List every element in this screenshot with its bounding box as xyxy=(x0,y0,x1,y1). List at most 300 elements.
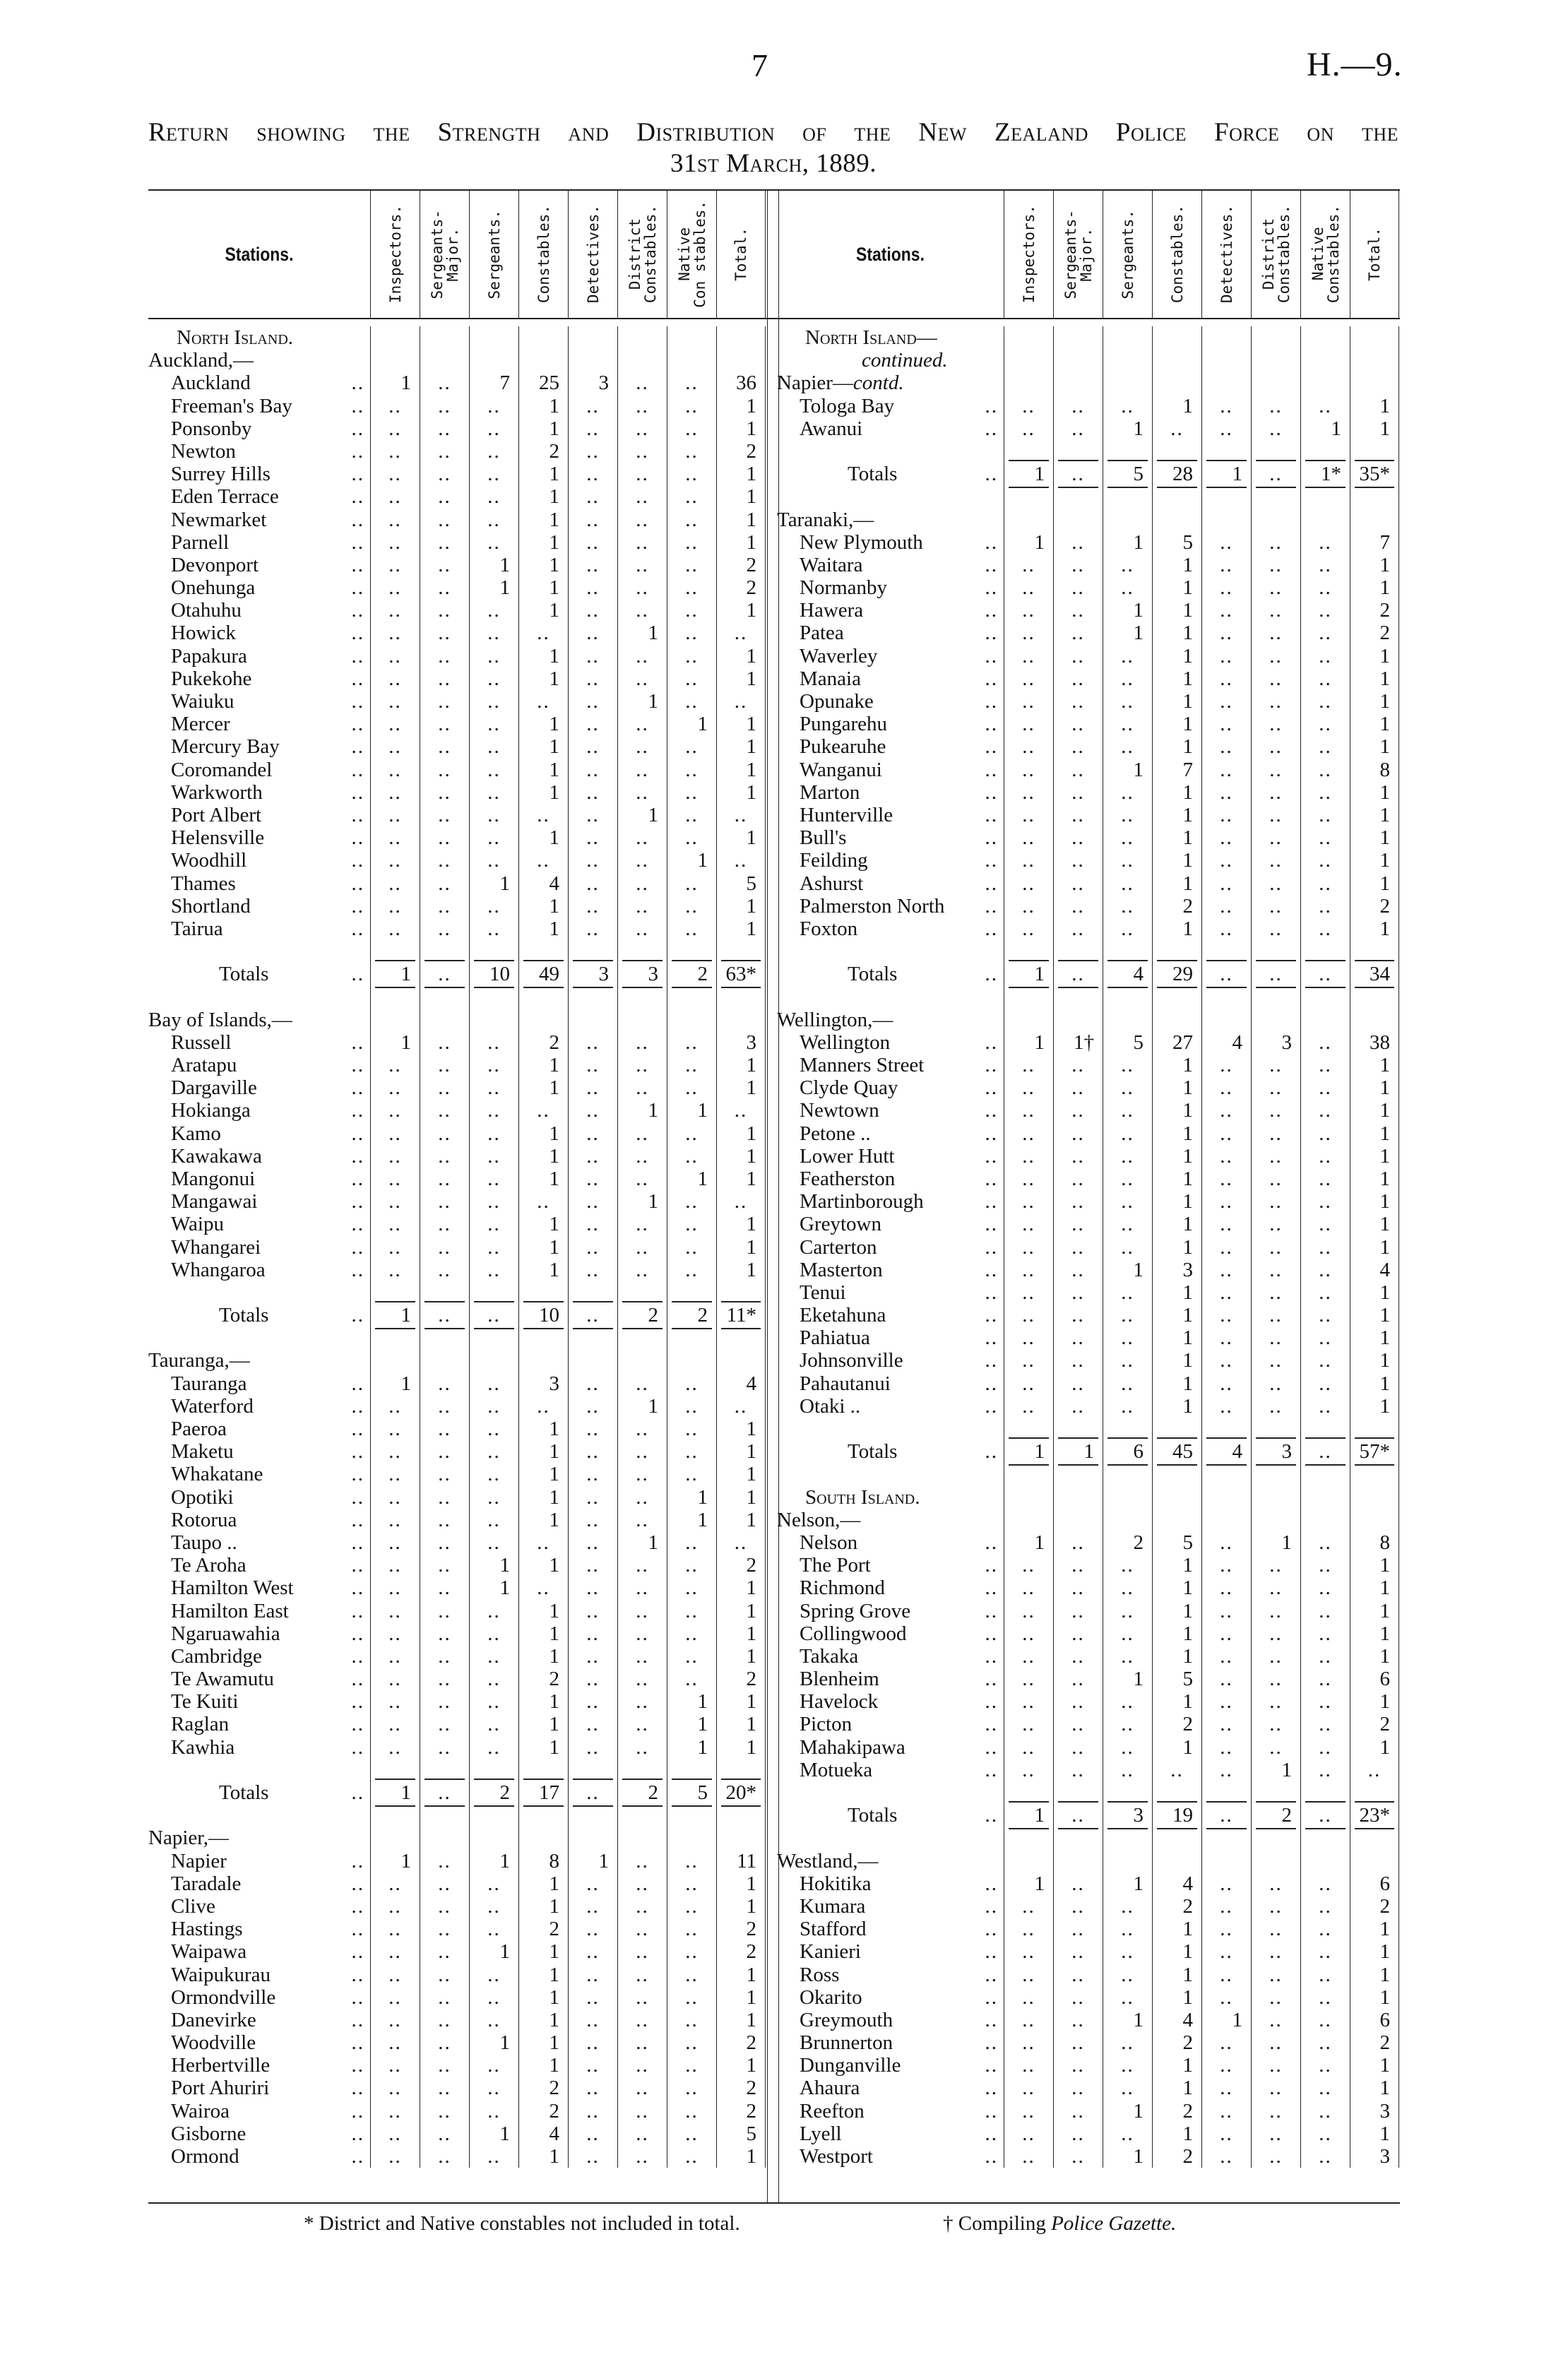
value-cell: .. xyxy=(420,1918,469,1940)
value-cell: 1 xyxy=(1152,1326,1201,1349)
leader-dots: .. xyxy=(351,1554,364,1577)
value-cell: 1 xyxy=(518,485,568,508)
station-row xyxy=(777,1713,1399,1735)
leader-dots: .. xyxy=(985,1894,998,1918)
leader-dots: .. xyxy=(351,644,364,667)
leader-dots: .. xyxy=(351,1918,364,1941)
column-header-label: Native Con stables. xyxy=(675,201,708,308)
value-cell xyxy=(716,940,766,963)
value-cell: 2 xyxy=(1152,2145,1201,2168)
value-cell: .. xyxy=(1300,713,1350,735)
value-cell xyxy=(1152,1009,1201,1031)
value-cell: .. xyxy=(1103,735,1152,758)
value-cell: .. xyxy=(1201,1076,1251,1099)
station-cell xyxy=(148,2100,370,2122)
value-cell: .. xyxy=(617,531,667,554)
value-cell: .. xyxy=(1251,849,1300,872)
value-cell: .. xyxy=(469,918,518,940)
value-cell: 1 xyxy=(1004,1872,1053,1895)
value-cell: .. xyxy=(469,804,518,826)
leader-dots: .. xyxy=(351,1577,364,1600)
value-cell xyxy=(1053,326,1103,349)
value-cell: .. xyxy=(568,1076,617,1099)
value-cell: .. xyxy=(1053,826,1103,849)
value-cell: .. xyxy=(1053,2054,1103,2077)
value-cell xyxy=(1152,940,1201,963)
leader-dots: .. xyxy=(985,1690,998,1714)
station-name: Otaki .. xyxy=(800,1394,861,1418)
station-name: Kawakawa xyxy=(171,1144,262,1168)
station-cell xyxy=(148,1395,370,1418)
value-cell: .. xyxy=(1300,826,1350,849)
station-row xyxy=(148,1440,766,1463)
value-cell: .. xyxy=(420,1690,469,1713)
station-cell xyxy=(777,849,1004,872)
station-row xyxy=(777,804,1399,826)
value-cell: .. xyxy=(617,509,667,531)
station-cell xyxy=(777,1099,1004,1122)
value-cell: .. xyxy=(1103,1372,1152,1395)
value-cell: 1 xyxy=(617,1099,667,1122)
value-cell: .. xyxy=(420,1418,469,1440)
footnote-dagger-text: † Compiling xyxy=(943,2212,1052,2235)
value-cell: .. xyxy=(1300,1281,1350,1304)
station-row xyxy=(777,622,1399,644)
value-cell: 1 xyxy=(1350,2054,1399,2077)
value-cell: .. xyxy=(1004,1668,1053,1690)
value-cell: .. xyxy=(420,1600,469,1622)
leader-dots: .. xyxy=(985,1554,998,1577)
value-cell: 6 xyxy=(1350,2009,1399,2031)
station-row xyxy=(777,1918,1399,1940)
value-cell: .. xyxy=(469,2009,518,2031)
value-cell: .. xyxy=(617,2122,667,2145)
value-cell: .. xyxy=(1004,759,1053,781)
value-cell: .. xyxy=(1053,1622,1103,1645)
value-cell xyxy=(469,326,518,349)
value-cell: 1 xyxy=(1152,1940,1201,1963)
value-cell: .. xyxy=(568,1531,617,1554)
value-cell: .. xyxy=(1251,2122,1300,2145)
value-cell: .. xyxy=(370,1054,420,1076)
value-cell xyxy=(1300,372,1350,394)
value-cell: .. xyxy=(1300,1577,1350,1599)
value-cell: .. xyxy=(1201,1964,1251,1986)
value-cell: .. xyxy=(370,1622,420,1645)
value-cell: .. xyxy=(617,2031,667,2054)
leader-dots: .. xyxy=(985,1668,998,1691)
value-cell: .. xyxy=(667,1918,716,1940)
value-cell: .. xyxy=(667,1122,716,1145)
value-cell: .. xyxy=(1251,463,1300,485)
value-cell xyxy=(617,1281,667,1304)
station-row xyxy=(777,2054,1399,2077)
value-cell: .. xyxy=(469,735,518,758)
value-cell: .. xyxy=(667,1895,716,1918)
value-cell xyxy=(1004,1850,1053,1872)
leader-dots: .. xyxy=(985,1258,998,1281)
column-header xyxy=(420,191,469,318)
station-name: Thames xyxy=(171,872,236,895)
value-cell: 1 xyxy=(1103,531,1152,554)
station-name: Clive xyxy=(171,1894,215,1918)
value-cell xyxy=(1350,485,1399,508)
leader-dots: .. xyxy=(985,1122,998,1145)
value-cell: .. xyxy=(617,554,667,576)
station-name: Hokitika xyxy=(800,1872,872,1895)
value-cell xyxy=(420,1326,469,1349)
value-cell: .. xyxy=(1251,1054,1300,1076)
value-cell: 1 xyxy=(716,1418,766,1440)
value-cell: .. xyxy=(1201,804,1251,826)
column-header-label: Sergeants. xyxy=(485,209,503,299)
value-cell: .. xyxy=(667,2077,716,2099)
station-cell xyxy=(777,554,1004,576)
leader-dots: .. xyxy=(351,1213,364,1236)
value-cell: .. xyxy=(667,2009,716,2031)
value-cell: .. xyxy=(1103,781,1152,804)
station-row xyxy=(148,1076,766,1099)
heading-row xyxy=(777,1486,1399,1509)
value-cell: .. xyxy=(1053,463,1103,485)
value-cell: 10 xyxy=(469,963,518,985)
station-cell xyxy=(148,1326,370,1349)
value-cell: .. xyxy=(568,1986,617,2009)
value-cell: 1 xyxy=(1152,1168,1201,1190)
value-cell: 4 xyxy=(1350,1259,1399,1281)
value-cell xyxy=(1350,440,1399,463)
value-cell: 1 xyxy=(1103,759,1152,781)
value-cell: 1 xyxy=(716,1054,766,1076)
value-cell xyxy=(420,985,469,1008)
district-heading xyxy=(148,1009,292,1031)
value-cell: .. xyxy=(1300,1804,1350,1827)
value-cell: .. xyxy=(1251,599,1300,622)
value-cell xyxy=(1350,509,1399,531)
value-cell: .. xyxy=(1300,531,1350,554)
value-cell: .. xyxy=(617,759,667,781)
value-cell: .. xyxy=(568,759,617,781)
value-cell xyxy=(568,326,617,349)
station-cell xyxy=(148,759,370,781)
value-cell: .. xyxy=(1103,2031,1152,2054)
station-name: Papakura xyxy=(171,644,247,667)
leader-dots: .. xyxy=(985,1167,998,1190)
value-cell: .. xyxy=(568,1190,617,1213)
value-cell: .. xyxy=(1103,2077,1152,2099)
value-cell xyxy=(568,349,617,372)
station-row xyxy=(148,1895,766,1918)
value-cell: 1 xyxy=(716,1145,766,1168)
value-cell: 1 xyxy=(1152,849,1201,872)
value-cell: .. xyxy=(1103,713,1152,735)
value-cell: .. xyxy=(1053,1690,1103,1713)
station-cell xyxy=(148,1145,370,1168)
value-cell: 29 xyxy=(1152,963,1201,985)
value-cell: .. xyxy=(1300,1122,1350,1145)
value-cell: .. xyxy=(1251,804,1300,826)
value-cell xyxy=(1251,1418,1300,1440)
value-cell: .. xyxy=(1201,599,1251,622)
station-name: Te Kuiti xyxy=(171,1690,239,1714)
value-cell: .. xyxy=(420,645,469,667)
value-cell: .. xyxy=(370,1964,420,1986)
value-cell xyxy=(1103,440,1152,463)
value-cell: 2 xyxy=(667,963,716,985)
station-name: Waverley xyxy=(800,644,878,667)
leader-dots: .. xyxy=(351,849,364,872)
station-name: Russell xyxy=(171,1031,232,1054)
station-name: Onehunga xyxy=(171,576,256,600)
value-cell: .. xyxy=(1053,1872,1103,1895)
value-cell xyxy=(1103,1509,1152,1531)
value-cell: 2 xyxy=(716,1668,766,1690)
totals-label: Totals xyxy=(219,1781,269,1804)
value-cell: .. xyxy=(617,2009,667,2031)
value-cell: .. xyxy=(420,1122,469,1145)
value-cell: .. xyxy=(667,1577,716,1599)
value-cell xyxy=(518,985,568,1008)
value-cell xyxy=(1053,349,1103,372)
value-cell: .. xyxy=(1251,1690,1300,1713)
station-cell xyxy=(777,667,1004,690)
value-cell: .. xyxy=(420,1463,469,1485)
value-cell: 1 xyxy=(1152,576,1201,599)
station-name: Taupo .. xyxy=(171,1531,237,1554)
value-cell xyxy=(1300,1463,1350,1485)
value-cell: 1 xyxy=(518,1940,568,1963)
column-header xyxy=(1350,191,1399,318)
leader-dots: .. xyxy=(985,963,998,986)
totals-row xyxy=(777,463,1399,485)
station-cell xyxy=(148,1668,370,1690)
value-cell: .. xyxy=(617,645,667,667)
leader-dots: .. xyxy=(351,803,364,826)
value-cell: .. xyxy=(370,690,420,713)
value-cell: .. xyxy=(617,1031,667,1054)
value-cell: .. xyxy=(568,2054,617,2077)
station-row xyxy=(777,849,1399,872)
station-cell xyxy=(777,1940,1004,1963)
value-cell: .. xyxy=(469,1213,518,1235)
value-cell: .. xyxy=(420,2009,469,2031)
value-cell: .. xyxy=(420,372,469,394)
value-cell: .. xyxy=(370,2100,420,2122)
value-cell: .. xyxy=(617,1076,667,1099)
value-cell: .. xyxy=(370,1645,420,1668)
station-cell xyxy=(777,1213,1004,1235)
leader-dots: .. xyxy=(985,1577,998,1600)
station-cell xyxy=(777,599,1004,622)
value-cell: .. xyxy=(469,759,518,781)
value-cell xyxy=(1201,1850,1251,1872)
value-cell: .. xyxy=(1251,1259,1300,1281)
value-cell xyxy=(1300,440,1350,463)
value-cell: 1 xyxy=(716,509,766,531)
value-cell: 4 xyxy=(1201,1031,1251,1054)
station-row xyxy=(777,1031,1399,1054)
value-cell: 1 xyxy=(518,1463,568,1485)
leader-dots: .. xyxy=(985,1190,998,1213)
value-cell: .. xyxy=(1103,1759,1152,1781)
value-cell xyxy=(1053,1418,1103,1440)
value-cell: .. xyxy=(420,395,469,417)
value-cell: .. xyxy=(1201,1668,1251,1690)
value-cell: 1 xyxy=(1350,417,1399,440)
value-cell xyxy=(518,1349,568,1372)
value-cell: 1 xyxy=(716,395,766,417)
value-cell: 1 xyxy=(716,1713,766,1735)
value-cell: .. xyxy=(667,509,716,531)
station-cell xyxy=(148,667,370,690)
totals-row xyxy=(148,1304,766,1326)
value-cell: .. xyxy=(370,1577,420,1599)
value-cell: .. xyxy=(617,1259,667,1281)
station-cell xyxy=(777,1804,1004,1827)
station-row xyxy=(148,735,766,758)
station-name: Blenheim xyxy=(800,1668,879,1691)
value-cell: 1 xyxy=(1152,804,1201,826)
station-cell xyxy=(148,531,370,554)
district-row xyxy=(148,1009,766,1031)
value-cell: 1 xyxy=(716,735,766,758)
value-cell: .. xyxy=(1053,1122,1103,1145)
leader-dots: .. xyxy=(351,1054,364,1076)
leader-dots: .. xyxy=(351,872,364,895)
value-cell: 1 xyxy=(1350,1326,1399,1349)
value-cell: .. xyxy=(1004,1349,1053,1372)
value-cell: .. xyxy=(617,1713,667,1735)
station-cell xyxy=(148,735,370,758)
value-cell: .. xyxy=(617,713,667,735)
value-cell: .. xyxy=(469,531,518,554)
value-cell: 1 xyxy=(1350,872,1399,895)
station-row xyxy=(148,395,766,417)
station-cell xyxy=(777,940,1004,963)
document-reference: H.—9. xyxy=(1307,46,1403,83)
value-cell xyxy=(1300,940,1350,963)
station-cell xyxy=(148,1463,370,1485)
station-cell xyxy=(148,1600,370,1622)
value-cell: .. xyxy=(1053,1395,1103,1418)
value-cell: .. xyxy=(1251,576,1300,599)
station-name: Mercer xyxy=(171,713,230,736)
value-cell: .. xyxy=(617,1236,667,1259)
value-cell: .. xyxy=(370,440,420,463)
station-cell xyxy=(148,1531,370,1554)
value-cell: 1 xyxy=(617,622,667,644)
value-cell: .. xyxy=(1103,1076,1152,1099)
station-cell xyxy=(777,895,1004,918)
value-cell: .. xyxy=(1251,1326,1300,1349)
value-cell: .. xyxy=(469,485,518,508)
value-cell xyxy=(1201,1463,1251,1485)
station-cell xyxy=(148,1168,370,1190)
station-cell xyxy=(777,1713,1004,1735)
value-cell: .. xyxy=(420,2100,469,2122)
value-cell: .. xyxy=(420,1554,469,1577)
value-cell: .. xyxy=(420,509,469,531)
value-cell: .. xyxy=(469,2100,518,2122)
value-cell: .. xyxy=(370,1236,420,1259)
value-cell: .. xyxy=(1004,2122,1053,2145)
value-cell: .. xyxy=(420,895,469,918)
value-cell: .. xyxy=(716,1190,766,1213)
station-name: Manners Street xyxy=(800,1054,925,1076)
leader-dots: .. xyxy=(351,713,364,736)
value-cell: 3 xyxy=(716,1031,766,1054)
value-cell: .. xyxy=(716,1395,766,1418)
island-heading: North Island— xyxy=(805,326,937,349)
leader-dots: .. xyxy=(985,780,998,804)
value-cell: .. xyxy=(518,1190,568,1213)
value-cell: .. xyxy=(617,1940,667,1963)
station-cell xyxy=(148,1031,370,1054)
station-cell xyxy=(777,1759,1004,1781)
value-cell: 1 xyxy=(518,895,568,918)
value-cell: .. xyxy=(370,1600,420,1622)
value-cell: .. xyxy=(469,1304,518,1326)
value-cell: .. xyxy=(1004,1690,1053,1713)
leader-dots: .. xyxy=(351,439,364,463)
value-cell xyxy=(420,349,469,372)
value-cell xyxy=(1251,1781,1300,1804)
station-cell xyxy=(148,872,370,895)
value-cell: .. xyxy=(667,2122,716,2145)
value-cell xyxy=(420,1759,469,1781)
value-cell xyxy=(1300,509,1350,531)
value-cell: .. xyxy=(1201,690,1251,713)
value-cell: .. xyxy=(568,440,617,463)
station-row xyxy=(777,690,1399,713)
station-row xyxy=(777,531,1399,554)
station-cell xyxy=(777,781,1004,804)
value-cell: .. xyxy=(1201,1122,1251,1145)
value-cell: 1 xyxy=(1350,690,1399,713)
value-cell: .. xyxy=(469,1031,518,1054)
value-cell: 10 xyxy=(518,1304,568,1326)
value-cell: .. xyxy=(1103,1122,1152,1145)
value-cell: 1 xyxy=(716,1076,766,1099)
value-cell: 1 xyxy=(1251,1531,1300,1554)
value-cell: 1 xyxy=(1152,1213,1201,1235)
value-cell xyxy=(617,1759,667,1781)
leader-dots: .. xyxy=(985,530,998,554)
district-row xyxy=(777,1009,1399,1031)
station-cell xyxy=(777,2009,1004,2031)
station-name: Eketahuna xyxy=(800,1304,886,1327)
value-cell xyxy=(1300,326,1350,349)
station-cell xyxy=(777,1281,1004,1304)
value-cell: .. xyxy=(469,1645,518,1668)
value-cell: .. xyxy=(469,1463,518,1485)
column-header-label: Detectives. xyxy=(1218,205,1235,304)
leader-dots: .. xyxy=(985,2122,998,2145)
value-cell: .. xyxy=(667,1600,716,1622)
leader-dots: .. xyxy=(351,1894,364,1918)
value-cell xyxy=(1152,440,1201,463)
station-name: Gisborne xyxy=(171,2122,247,2145)
value-cell: 1 xyxy=(617,690,667,713)
value-cell xyxy=(1103,1486,1152,1509)
value-cell: .. xyxy=(420,554,469,576)
value-cell: .. xyxy=(667,1418,716,1440)
column-header-label: Sergeants. xyxy=(1119,209,1136,299)
leader-dots: .. xyxy=(351,963,364,986)
station-name: Takaka xyxy=(800,1644,859,1668)
value-cell: .. xyxy=(1300,1622,1350,1645)
value-cell: .. xyxy=(1201,1281,1251,1304)
